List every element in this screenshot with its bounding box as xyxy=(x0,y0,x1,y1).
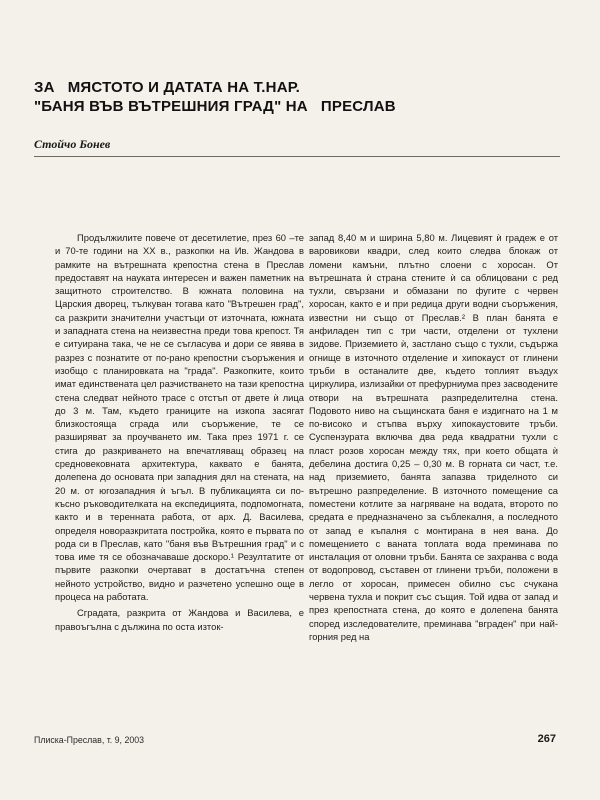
page-number: 267 xyxy=(537,733,556,745)
article-title-line: "БАНЯ ВЪВ ВЪТРЕШНИЯ ГРАД" НА ПРЕСЛАВ xyxy=(34,98,396,115)
journal-citation: Плиска-Преслав, т. 9, 2003 xyxy=(34,735,145,745)
author-divider xyxy=(34,156,560,157)
body-paragraph: Сградата, разкрита от Жандова и Василева, е правоъгълна с дължина по оста изток- xyxy=(55,607,304,632)
article-author: Стойчо Бонев xyxy=(34,137,111,151)
body-column-left xyxy=(55,231,304,633)
body-paragraph: Продължилите повече от десетилетие, през 60 –те и 70-те години на XX в., разкопки на Ив. Жандова в рамките на вътрешната крепостна стена в Преслав предоставят на науката интересен и важен паметник на защитното строителство. В южната половина на Царския дворец, тълкуван тогава като "Вътрешен град", са разкрити значителни участъци от източната, южната и западната стена на неизвестна преди това крепост. Тя е ситуирана така, че не се съгласува и дори се явява в разрез с познатите от по-рано крепостни съоръжения и изобщо с планировката на "града". Разкопките, които имат единствената цел разчистването на тази крепостна стена следват нейното трасе с отстъп от двете ѝ лица до 3 м. Там, където границите на изкопа засягат близкостояща сграда или съоръжение, те се разширяват за проучването им. Така през 1971 г. се стига до разкриването на впечатляващ образец на средновековната архитектура, каквато е банята, долепена до основата при западния дял на стената, на 20 м. от югозападния ѝ ъгъл. В публикацията си по-късно ръководителката на експедицията, подпомогната, както и в теренната работа, от арх. Д. Василева, определя новоразкритата постройка, която е първата по рода си в Преслав, като "баня във Вътрешния град" и с това име тя се обозначаваше доскоро.¹ Резултатите от първите разкопки очертават в достатъчна степен нейното устройство, видно и разчетено успешно още в процеса на работата. xyxy=(55,232,304,603)
article-title-line: ЗА МЯСТОТО И ДАТАТА НА Т.НАР. xyxy=(34,79,301,96)
article-title xyxy=(34,78,574,116)
body-column-right xyxy=(309,231,558,643)
body-paragraph: запад 8,40 м и ширина 5,80 м. Лицевият ѝ градеж е от варовикови квадри, след които следва блокаж от ломени камъни, плътно слоени с хоросан. От вътрешната ѝ страна стените ѝ са облицовани с ред тухли, свързани и обмазани по фугите с червен хоросан, както е и при редица други водни съоръжения, известни ни също от Преслав.² В план банята е анфиладен тип с три части, отделени от тухлени зидове. Приземието ѝ, застлано също с тухли, съдържа огнище в източното отделение и хипокауст от глинени тръби в останалите две, където топлият въздух циркулира, излизайки от префурниума през засводените отвори на вътрешната разпределителна стена. Подовото ниво на същинската баня е издигнато на 1 м по-високо и стъпва върху хипокаустовите тръби. Суспензурата включва два реда квадратни тухли с пласт розов хоросан между тях, при което общата ѝ дебелина достига 0,25 – 0,30 м. В горната си част, т.е. над приземието, банята запазва триделното си вътрешно разпределение. В източното помещение са поместени котлите за нагряване на водата, второто по средата е предназначено за съблекалня, а последното от запад е къпалня с монтирана в нея вана. До помещението с ваната топлата вода преминава по инсталация от оловни тръби. Банята се захранва с вода от водопровод, съставен от глинени тръби, положени в легло от хоросан, примесен обилно със счукана червена тухла и покрит със същия. Той идва от запад и през крепостната стена, до която е долепена банята според изследователите, преминава "вграден" при най-горния ред на xyxy=(309,232,558,642)
